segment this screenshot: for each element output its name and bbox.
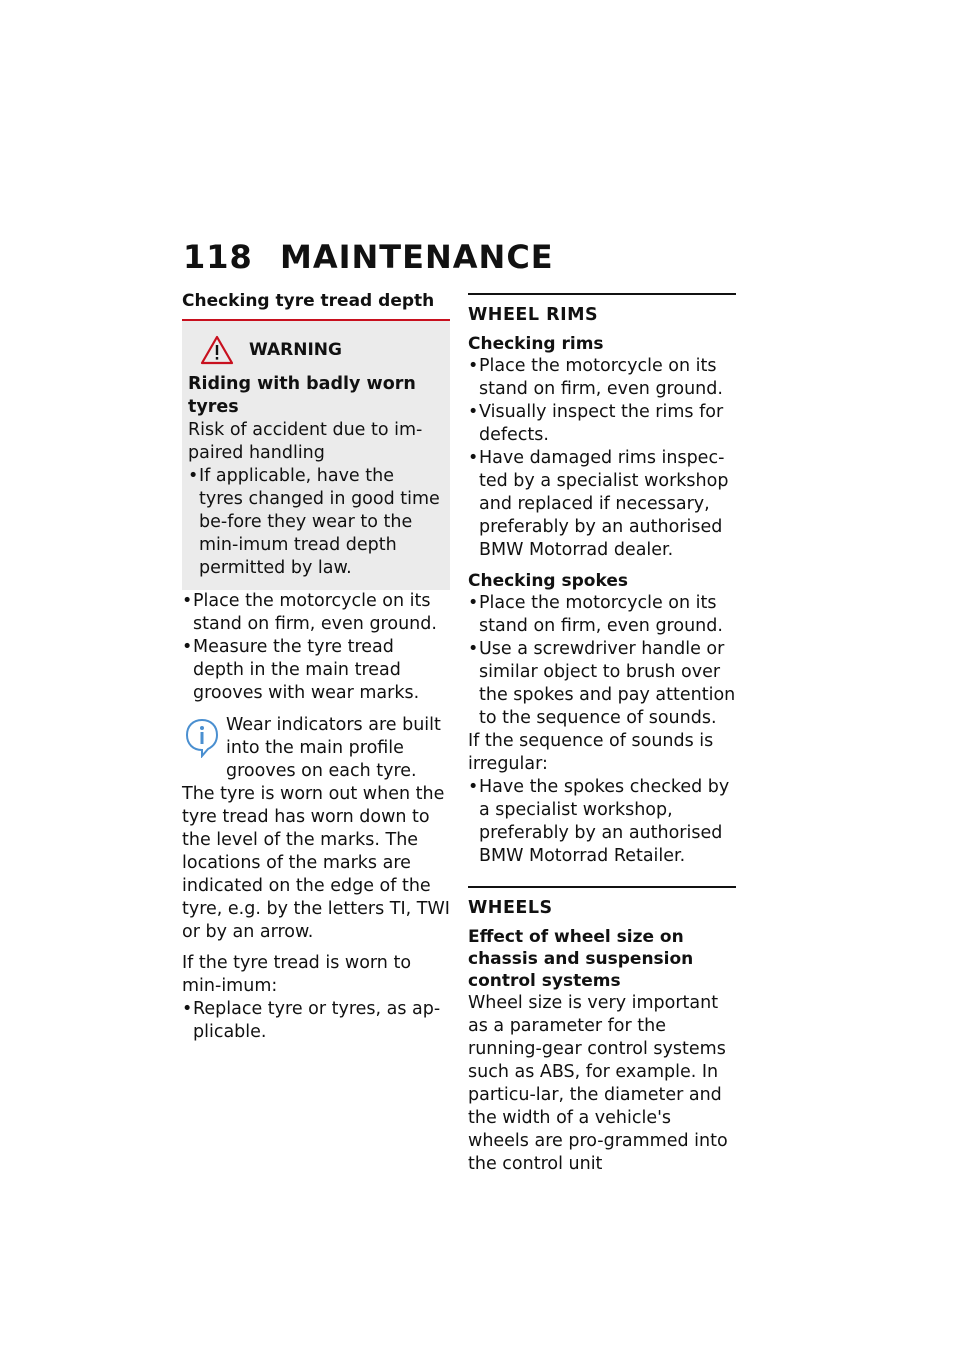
list-item (182, 590, 450, 636)
section-divider-rims (468, 293, 736, 295)
warning-triangle-icon (200, 335, 234, 365)
rims-item-text: Visually inspect the rims for defects. (479, 402, 724, 445)
tread-steps-list (182, 590, 450, 705)
list-item (468, 776, 736, 868)
spokes-item-text: Place the motorcycle on its stand on firm, even ground. (479, 593, 723, 636)
tread-action-list (182, 998, 450, 1044)
spokes-action-text: Have the spokes checked by a specialist workshop, preferably by an authorised BMW Motorrad Retailer. (479, 777, 730, 866)
left-column (182, 290, 450, 1044)
list-item (468, 401, 736, 447)
step-text: Measure the tyre tread depth in the main tread grooves with wear marks. (193, 637, 420, 703)
step-text: Place the motorcycle on its stand on firm, even ground. (193, 591, 437, 634)
spokes-list (468, 592, 736, 730)
bullet-icon: • (468, 777, 479, 797)
section-heading-wheel-rims: WHEEL RIMS (468, 305, 599, 325)
info-text: Wear indicators are built into the main profile grooves on each tyre. The tyre is worn out when the tyre tread has worn down to the level of the marks. The locations of the marks are indicated on the edge of the tyre, e.g. by the letters TI, TWI or by an arrow. (182, 715, 450, 942)
page-number: 118 (183, 238, 253, 276)
rims-item-text: Place the motorcycle on its stand on firm, even ground. (479, 356, 723, 399)
section-heading-wheels: WHEELS (468, 898, 553, 918)
bullet-text: If applicable, have the tyres changed in good time be-fore they wear to the min-imum tread depth permitted by law. (199, 466, 440, 578)
subheading-wheel-size: Effect of wheel size on chassis and suspension control systems (468, 927, 694, 991)
rims-list (468, 355, 736, 562)
subheading-checking-spokes: Checking spokes (468, 571, 628, 591)
spokes-item-text: Use a screwdriver handle or similar object to brush over the spokes and pay attention to the sequence of sounds. (479, 639, 736, 728)
info-note (182, 714, 450, 944)
warning-box (182, 321, 450, 590)
spokes-action-list (468, 776, 736, 868)
bullet-icon: • (468, 593, 479, 613)
list-item (182, 998, 450, 1044)
list-item (188, 465, 442, 580)
action-text: Replace tyre or tyres, as ap-plicable. (193, 999, 441, 1042)
right-column (468, 293, 736, 1176)
rims-item-text: Have damaged rims inspec-ted by a specialist workshop and replaced if necessary, preferably by an authorised BMW Motorrad dealer. (479, 448, 729, 560)
bullet-icon: • (182, 591, 193, 611)
warning-header (188, 333, 442, 367)
bullet-icon: • (182, 999, 193, 1019)
info-icon (184, 718, 220, 758)
list-item (468, 638, 736, 730)
list-item (468, 592, 736, 638)
bullet-icon: • (182, 637, 193, 657)
list-item (182, 636, 450, 705)
warning-bullet-list (188, 465, 442, 580)
bullet-icon: • (468, 356, 479, 376)
bullet-icon: • (188, 466, 199, 486)
spokes-condition-text: If the sequence of sounds is irregular: (468, 731, 714, 774)
section-divider-wheels (468, 886, 736, 888)
warning-heading: Riding with badly worn tyres (188, 374, 416, 417)
wheels-body-text: Wheel size is very important as a parameter for the running-gear control systems such as ABS, for example. In particu-lar, the diameter and the width of a vehicle's wheels are pro-grammed into the control unit (468, 993, 728, 1174)
list-item (468, 447, 736, 562)
section-title: MAINTENANCE (280, 238, 554, 276)
section-heading-tread-depth: Checking tyre tread depth (182, 291, 435, 311)
bullet-icon: • (468, 448, 479, 468)
bullet-icon: • (468, 402, 479, 422)
warning-risk-text: Risk of accident due to im-paired handling (188, 420, 423, 463)
list-item (468, 355, 736, 401)
tread-condition-text: If the tyre tread is worn to min-imum: (182, 953, 412, 996)
bullet-icon: • (468, 639, 479, 659)
page-header (183, 238, 554, 276)
subheading-checking-rims: Checking rims (468, 334, 604, 354)
warning-label: WARNING (249, 339, 342, 360)
